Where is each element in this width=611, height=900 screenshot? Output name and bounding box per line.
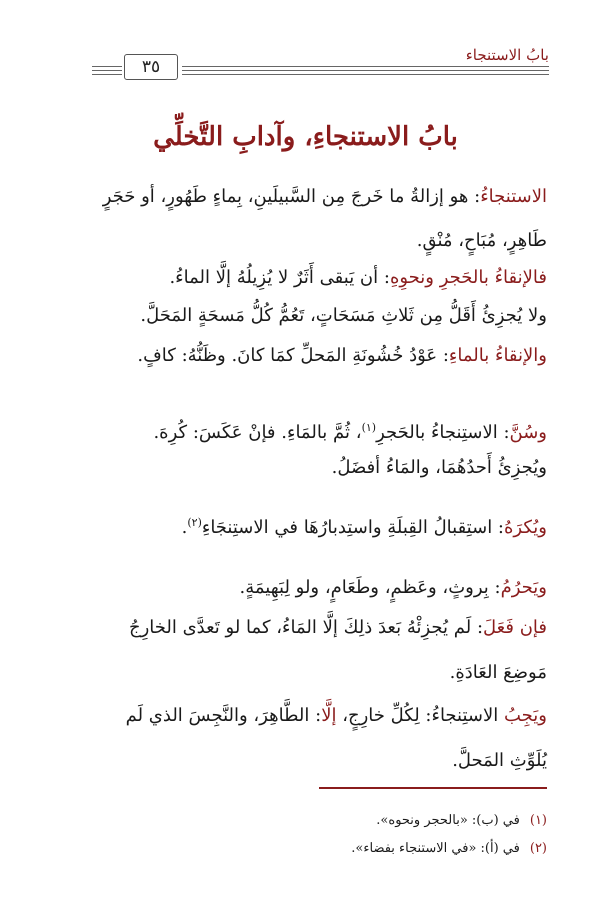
text-line bbox=[64, 184, 547, 210]
header-rule bbox=[182, 74, 549, 75]
header-rule bbox=[92, 66, 122, 67]
header-rule bbox=[92, 74, 122, 75]
text-line bbox=[64, 615, 547, 641]
text-line bbox=[64, 455, 547, 481]
keyword: ويُكرَهُ bbox=[503, 517, 547, 538]
footnote-divider bbox=[319, 787, 547, 789]
line-text: . bbox=[181, 517, 188, 538]
footnote-text: في (ب): «بالحجر ونحوه». bbox=[376, 813, 520, 828]
keyword: وسُنَّ bbox=[509, 422, 547, 443]
line-text: مَوضِعَ العَادَةِ. bbox=[449, 662, 547, 683]
header-rule bbox=[182, 66, 549, 67]
keyword: فالإنقاءُ بالحَجرِ ونحوِهِ bbox=[389, 267, 547, 288]
footnote-text: في (أ): «في الاستنجاء بفضاء». bbox=[351, 841, 520, 856]
line-text: : استِقبالُ القِبلَةِ واستِدبارُهَا في الاستِنجَاءِ bbox=[201, 517, 504, 538]
text-line bbox=[64, 228, 547, 254]
footnote-number: (٢) bbox=[529, 841, 547, 856]
page-number: ٣٥ bbox=[124, 54, 178, 80]
line-text: طَاهِرٍ، مُبَاحٍ، مُنْقٍ. bbox=[416, 230, 547, 251]
text-line bbox=[64, 303, 547, 329]
chapter-title: بابُ الاستنجاءِ، وآدابِ التَّخلِّي bbox=[153, 122, 458, 152]
footnote bbox=[376, 812, 547, 830]
keyword: إلَّا bbox=[321, 705, 337, 726]
line-text: ، ثُمَّ بالمَاءِ. فإنْ عَكَسَ: كُرِهَ. bbox=[153, 422, 362, 443]
header-rule bbox=[92, 70, 122, 71]
text-line bbox=[64, 415, 547, 446]
line-text: : أن يَبقى أَثَرٌ لا يُزِيلُهُ إلَّا الماءُ. bbox=[169, 267, 390, 288]
line-text: : عَوْدُ خُشُونَةِ المَحلِّ كمَا كانَ. وظَنُّهُ: كافٍ. bbox=[137, 345, 449, 366]
text-line bbox=[64, 265, 547, 291]
text-line bbox=[64, 510, 547, 541]
header-rule bbox=[182, 70, 549, 71]
line-text: ويُجزِئُ أَحدُهُمَا، والمَاءُ أفضَلُ. bbox=[331, 457, 547, 478]
text-line bbox=[64, 343, 547, 369]
keyword: فإن فَعَلَ bbox=[483, 617, 547, 638]
footnote-number: (١) bbox=[529, 813, 547, 828]
keyword: والإنقاءُ بالماءِ bbox=[448, 345, 547, 366]
footnote-marker[interactable]: (٢) bbox=[187, 516, 202, 529]
footnote bbox=[351, 840, 547, 858]
line-text: : هو إزالةُ ما خَرجَ مِن السَّبيلَينِ، بِماءٍ طَهُورٍ، أو حَجَرٍ bbox=[102, 186, 481, 207]
line-text: : الطَّاهِرَ، والنَّجِسَ الذي لَم bbox=[125, 705, 322, 726]
line-text: الاستِنجاءُ: لِكُلِّ خارِجٍ، bbox=[336, 705, 504, 726]
keyword: الاستنجاءُ bbox=[480, 186, 547, 207]
keyword: ويَجِبُ bbox=[504, 705, 547, 726]
line-text: يُلَوِّثِ المَحلَّ. bbox=[452, 750, 547, 771]
line-text: ولا يُجزِئُ أَقَلُّ مِن ثَلاثِ مَسَحَاتٍ، تَعُمُّ كُلُّ مَسحَةٍ المَحَلَّ. bbox=[140, 305, 547, 326]
line-text: : الاستِنجاءُ بالحَجرِ bbox=[376, 422, 510, 443]
text-line bbox=[64, 703, 547, 729]
footnote-marker[interactable]: (١) bbox=[361, 421, 377, 434]
running-title: بابُ الاستنجاء bbox=[465, 46, 549, 64]
text-line bbox=[64, 575, 547, 601]
keyword: ويَحرُمُ bbox=[500, 577, 547, 598]
text-line bbox=[64, 660, 547, 686]
line-text: : لَم يُجزِئْهُ بَعدَ ذلِكَ إلَّا المَاءُ، كما لو تَعدَّى الخارِجُ bbox=[128, 617, 484, 638]
text-line bbox=[64, 748, 547, 774]
line-text: : بِروثٍ، وعَظمٍ، وطَعَامٍ، ولو لِبَهِيمَةٍ. bbox=[239, 577, 501, 598]
